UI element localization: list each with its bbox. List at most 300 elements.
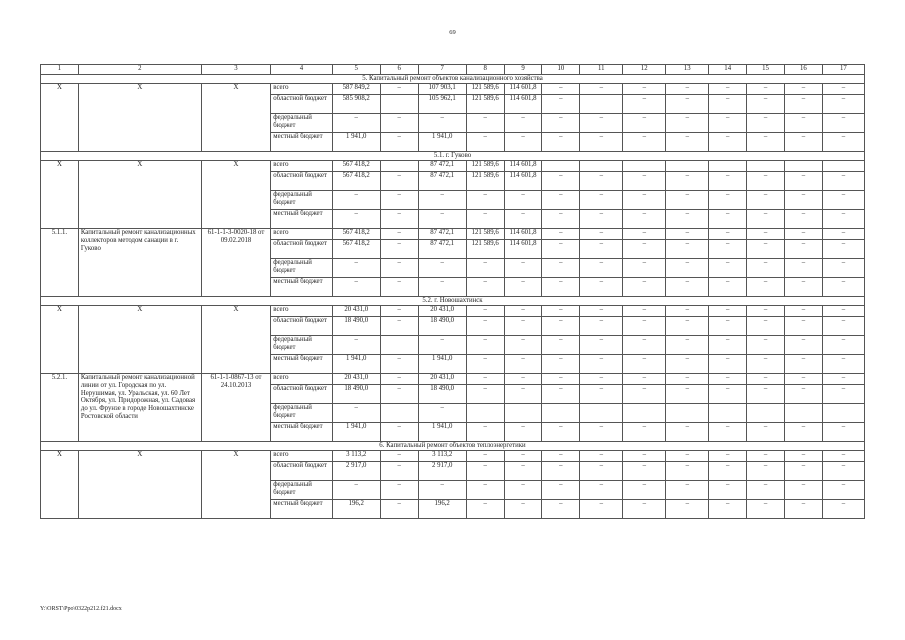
value-cell	[784, 404, 822, 423]
value-cell: –	[709, 95, 747, 114]
budget-source-label: федеральный бюджет	[271, 114, 332, 133]
value-cell: –	[466, 133, 504, 152]
section-title: 5.2. г. Новошахтинск	[41, 297, 865, 306]
value-cell: –	[666, 306, 709, 317]
value-cell: –	[709, 423, 747, 442]
value-cell: –	[466, 114, 504, 133]
value-cell: –	[504, 462, 542, 481]
value-cell: 567 418,2	[332, 229, 380, 240]
budget-source-label: федеральный бюджет	[271, 481, 332, 500]
value-cell: –	[709, 229, 747, 240]
value-cell: –	[747, 133, 785, 152]
value-cell: –	[822, 210, 864, 229]
value-cell: 20 431,0	[418, 306, 466, 317]
footer-file-path: Y:\ORST\Ppo\0322p212.f21.docx	[40, 606, 122, 612]
section-title: 6. Капитальный ремонт объектов теплоэнергетики	[41, 442, 865, 451]
value-cell: –	[747, 462, 785, 481]
budget-source-label: местный бюджет	[271, 355, 332, 374]
value-cell: –	[709, 133, 747, 152]
value-cell: –	[666, 462, 709, 481]
budget-source-label: областной бюджет	[271, 95, 332, 114]
value-cell: –	[580, 481, 623, 500]
value-cell: –	[623, 278, 666, 297]
value-cell: –	[380, 462, 418, 481]
value-cell: –	[784, 374, 822, 385]
value-cell: –	[747, 306, 785, 317]
value-cell: 2 917,0	[332, 462, 380, 481]
value-cell: –	[580, 385, 623, 404]
value-cell: –	[542, 355, 580, 374]
item-number: X	[41, 161, 79, 229]
value-cell: –	[466, 500, 504, 519]
column-number-cell: 4	[271, 65, 332, 75]
value-cell: 114 601,8	[504, 161, 542, 172]
value-cell: –	[504, 210, 542, 229]
value-cell: 1 941,0	[332, 133, 380, 152]
value-cell: –	[666, 259, 709, 278]
section-title-row	[41, 297, 865, 306]
budget-source-label: федеральный бюджет	[271, 404, 332, 423]
value-cell: –	[580, 210, 623, 229]
value-cell: –	[709, 500, 747, 519]
value-cell: –	[784, 385, 822, 404]
value-cell: 114 601,8	[504, 84, 542, 95]
value-cell: –	[822, 229, 864, 240]
value-cell: 3 113,2	[332, 451, 380, 462]
value-cell: –	[623, 462, 666, 481]
value-cell	[466, 404, 504, 423]
value-cell: –	[466, 306, 504, 317]
value-cell: –	[542, 481, 580, 500]
value-cell: –	[709, 191, 747, 210]
item-number: 5.2.1.	[41, 374, 79, 442]
value-cell	[666, 404, 709, 423]
value-cell: –	[418, 114, 466, 133]
value-cell: –	[542, 240, 580, 259]
value-cell: –	[784, 133, 822, 152]
value-cell: –	[666, 210, 709, 229]
value-cell	[380, 95, 418, 114]
column-number-cell: 7	[418, 65, 466, 75]
value-cell: –	[580, 317, 623, 336]
value-cell: –	[504, 278, 542, 297]
value-cell: –	[784, 210, 822, 229]
value-cell: –	[580, 423, 623, 442]
column-number-cell: 15	[747, 65, 785, 75]
value-cell: –	[747, 172, 785, 191]
value-cell: –	[747, 191, 785, 210]
value-cell: –	[580, 191, 623, 210]
value-cell: –	[542, 229, 580, 240]
section-title-row	[41, 75, 865, 84]
value-cell: 567 418,2	[332, 161, 380, 172]
value-cell: –	[504, 451, 542, 462]
item-number: X	[41, 451, 79, 519]
value-cell: –	[822, 259, 864, 278]
table-row	[41, 374, 865, 385]
value-cell: –	[709, 374, 747, 385]
value-cell: 3 113,2	[418, 451, 466, 462]
value-cell: –	[784, 229, 822, 240]
value-cell: 2 917,0	[418, 462, 466, 481]
value-cell: –	[542, 451, 580, 462]
value-cell	[822, 161, 864, 172]
value-cell: –	[466, 451, 504, 462]
budget-source-label: местный бюджет	[271, 278, 332, 297]
value-cell: 567 418,2	[332, 172, 380, 191]
value-cell: –	[418, 336, 466, 355]
budget-table	[40, 64, 865, 519]
value-cell: –	[542, 423, 580, 442]
value-cell: –	[623, 481, 666, 500]
value-cell: –	[709, 451, 747, 462]
value-cell	[666, 161, 709, 172]
value-cell: 20 431,0	[332, 306, 380, 317]
value-cell: 121 589,6	[466, 95, 504, 114]
value-cell: –	[822, 317, 864, 336]
value-cell: –	[747, 95, 785, 114]
value-cell: –	[709, 385, 747, 404]
item-name: Капитальный ремонт канализационной линии от ул. Городская по ул. Нерушимая, ул. Уральская, ул. 60 Лет Октября, ул. Придорожная, ул. Садовая до ул. Фрунзе в городе Новошахтинске Ростовской области	[78, 374, 201, 442]
value-cell: –	[784, 500, 822, 519]
column-number-cell: 3	[201, 65, 271, 75]
value-cell: 114 601,8	[504, 95, 542, 114]
value-cell	[504, 404, 542, 423]
item-name: X	[78, 161, 201, 229]
column-number-row	[41, 65, 865, 75]
value-cell: –	[504, 423, 542, 442]
value-cell: –	[623, 317, 666, 336]
value-cell	[709, 161, 747, 172]
value-cell: 87 472,1	[418, 161, 466, 172]
value-cell: 87 472,1	[418, 229, 466, 240]
item-name: Капитальный ремонт канализационных коллекторов методом санации в г. Гуково	[78, 229, 201, 297]
budget-source-label: областной бюджет	[271, 317, 332, 336]
value-cell: –	[623, 306, 666, 317]
value-cell: –	[822, 336, 864, 355]
value-cell: –	[542, 172, 580, 191]
table-row	[41, 306, 865, 317]
column-number-cell: 10	[542, 65, 580, 75]
value-cell: –	[542, 84, 580, 95]
value-cell: –	[580, 172, 623, 191]
value-cell: –	[466, 481, 504, 500]
value-cell: 121 589,6	[466, 240, 504, 259]
value-cell: –	[709, 355, 747, 374]
value-cell	[380, 161, 418, 172]
value-cell: –	[623, 451, 666, 462]
value-cell: –	[822, 481, 864, 500]
budget-source-label: всего	[271, 229, 332, 240]
value-cell: –	[747, 336, 785, 355]
value-cell: –	[709, 240, 747, 259]
column-number-cell: 1	[41, 65, 79, 75]
value-cell: –	[784, 84, 822, 95]
value-cell: 87 472,1	[418, 240, 466, 259]
value-cell: –	[623, 84, 666, 95]
value-cell: –	[332, 278, 380, 297]
table-row	[41, 84, 865, 95]
value-cell: 107 903,1	[418, 84, 466, 95]
value-cell: –	[418, 191, 466, 210]
value-cell: –	[380, 210, 418, 229]
value-cell: –	[580, 84, 623, 95]
value-cell: –	[380, 374, 418, 385]
value-cell: –	[623, 210, 666, 229]
value-cell: –	[623, 336, 666, 355]
value-cell: 114 601,8	[504, 229, 542, 240]
item-document: 61-1-1-0867-13 от 24.10.2013	[201, 374, 271, 442]
value-cell: –	[623, 385, 666, 404]
value-cell: –	[747, 114, 785, 133]
section-title: 5.1. г. Гуково	[41, 152, 865, 161]
item-document: 61-1-1-3-0020-18 от 09.02.2018	[201, 229, 271, 297]
value-cell: –	[580, 278, 623, 297]
section-title-row	[41, 442, 865, 451]
value-cell: –	[504, 336, 542, 355]
budget-source-label: местный бюджет	[271, 133, 332, 152]
value-cell: –	[504, 500, 542, 519]
item-document: X	[201, 306, 271, 374]
value-cell: –	[380, 481, 418, 500]
value-cell: –	[784, 191, 822, 210]
value-cell: –	[542, 133, 580, 152]
value-cell: –	[504, 133, 542, 152]
value-cell: –	[542, 317, 580, 336]
value-cell: –	[623, 240, 666, 259]
value-cell: –	[709, 306, 747, 317]
value-cell: –	[580, 500, 623, 519]
value-cell: –	[332, 336, 380, 355]
value-cell: –	[332, 210, 380, 229]
value-cell: –	[380, 259, 418, 278]
value-cell: –	[504, 114, 542, 133]
value-cell: –	[380, 423, 418, 442]
value-cell: –	[380, 84, 418, 95]
value-cell: –	[332, 191, 380, 210]
column-number-cell: 13	[666, 65, 709, 75]
column-number-cell: 17	[822, 65, 864, 75]
value-cell: –	[623, 423, 666, 442]
value-cell: –	[709, 84, 747, 95]
value-cell: –	[747, 355, 785, 374]
value-cell: 587 849,2	[332, 84, 380, 95]
value-cell: –	[466, 317, 504, 336]
value-cell	[623, 161, 666, 172]
value-cell: –	[666, 84, 709, 95]
value-cell: –	[822, 451, 864, 462]
value-cell: –	[542, 191, 580, 210]
value-cell: 567 418,2	[332, 240, 380, 259]
value-cell: –	[666, 317, 709, 336]
value-cell: 18 490,0	[418, 385, 466, 404]
value-cell: 585 908,2	[332, 95, 380, 114]
budget-source-label: федеральный бюджет	[271, 336, 332, 355]
item-number: X	[41, 306, 79, 374]
budget-source-label: всего	[271, 84, 332, 95]
value-cell: –	[784, 278, 822, 297]
value-cell: –	[504, 385, 542, 404]
value-cell: –	[666, 451, 709, 462]
value-cell: 114 601,8	[504, 240, 542, 259]
value-cell: –	[822, 133, 864, 152]
value-cell: –	[709, 481, 747, 500]
value-cell: –	[709, 336, 747, 355]
value-cell: –	[332, 259, 380, 278]
value-cell: –	[580, 306, 623, 317]
value-cell: –	[623, 191, 666, 210]
value-cell: 196,2	[332, 500, 380, 519]
value-cell: –	[822, 385, 864, 404]
value-cell: 114 601,8	[504, 172, 542, 191]
value-cell: 1 941,0	[418, 355, 466, 374]
value-cell: –	[542, 114, 580, 133]
column-number-cell: 8	[466, 65, 504, 75]
value-cell: –	[580, 355, 623, 374]
column-number-cell: 14	[709, 65, 747, 75]
value-cell: –	[666, 114, 709, 133]
value-cell: –	[784, 259, 822, 278]
value-cell: –	[380, 385, 418, 404]
budget-source-label: местный бюджет	[271, 210, 332, 229]
value-cell: –	[580, 336, 623, 355]
budget-source-label: областной бюджет	[271, 385, 332, 404]
value-cell: –	[623, 259, 666, 278]
value-cell: –	[380, 114, 418, 133]
value-cell: –	[709, 259, 747, 278]
value-cell: –	[380, 172, 418, 191]
value-cell: –	[380, 278, 418, 297]
value-cell: –	[784, 451, 822, 462]
value-cell: –	[466, 423, 504, 442]
value-cell: –	[666, 355, 709, 374]
value-cell: –	[542, 462, 580, 481]
value-cell: 87 472,1	[418, 172, 466, 191]
value-cell: –	[380, 451, 418, 462]
value-cell: –	[747, 210, 785, 229]
budget-source-label: федеральный бюджет	[271, 259, 332, 278]
value-cell: –	[580, 229, 623, 240]
value-cell: –	[380, 306, 418, 317]
value-cell: 121 589,6	[466, 161, 504, 172]
value-cell	[822, 404, 864, 423]
value-cell	[784, 161, 822, 172]
value-cell	[580, 404, 623, 423]
value-cell	[542, 161, 580, 172]
value-cell	[580, 161, 623, 172]
value-cell: –	[709, 462, 747, 481]
item-document: X	[201, 451, 271, 519]
value-cell: –	[580, 462, 623, 481]
value-cell: –	[747, 374, 785, 385]
value-cell: –	[784, 172, 822, 191]
value-cell	[580, 95, 623, 114]
value-cell: –	[466, 191, 504, 210]
value-cell: –	[418, 404, 466, 423]
value-cell: –	[542, 500, 580, 519]
value-cell: 1 941,0	[418, 133, 466, 152]
value-cell: –	[504, 191, 542, 210]
value-cell: –	[542, 374, 580, 385]
value-cell: –	[623, 355, 666, 374]
value-cell	[709, 404, 747, 423]
value-cell: –	[466, 278, 504, 297]
budget-source-label: всего	[271, 374, 332, 385]
value-cell: –	[822, 355, 864, 374]
value-cell: 20 431,0	[418, 374, 466, 385]
value-cell: –	[747, 500, 785, 519]
value-cell: –	[784, 240, 822, 259]
value-cell: –	[332, 404, 380, 423]
value-cell: 121 589,6	[466, 172, 504, 191]
table-row	[41, 229, 865, 240]
value-cell: –	[709, 278, 747, 297]
budget-source-label: местный бюджет	[271, 500, 332, 519]
value-cell	[380, 336, 418, 355]
value-cell: –	[784, 336, 822, 355]
value-cell: –	[747, 229, 785, 240]
value-cell: –	[666, 423, 709, 442]
column-number-cell: 6	[380, 65, 418, 75]
value-cell: –	[822, 500, 864, 519]
value-cell: –	[784, 462, 822, 481]
value-cell: –	[822, 191, 864, 210]
value-cell: –	[504, 317, 542, 336]
value-cell: –	[784, 317, 822, 336]
value-cell: –	[466, 385, 504, 404]
budget-source-label: областной бюджет	[271, 172, 332, 191]
value-cell: –	[466, 210, 504, 229]
value-cell: –	[380, 317, 418, 336]
value-cell: –	[666, 240, 709, 259]
column-number-cell: 2	[78, 65, 201, 75]
value-cell: –	[822, 240, 864, 259]
column-number-cell: 12	[623, 65, 666, 75]
value-cell	[747, 404, 785, 423]
value-cell: –	[822, 374, 864, 385]
column-number-cell: 5	[332, 65, 380, 75]
value-cell: –	[666, 95, 709, 114]
item-number: 5.1.1.	[41, 229, 79, 297]
value-cell	[623, 404, 666, 423]
value-cell: –	[466, 462, 504, 481]
value-cell: –	[466, 259, 504, 278]
value-cell: –	[822, 84, 864, 95]
value-cell: –	[666, 336, 709, 355]
section-title-row	[41, 152, 865, 161]
value-cell: –	[747, 451, 785, 462]
value-cell: –	[623, 114, 666, 133]
value-cell: –	[580, 259, 623, 278]
budget-source-label: федеральный бюджет	[271, 191, 332, 210]
value-cell: 20 431,0	[332, 374, 380, 385]
value-cell: –	[332, 481, 380, 500]
value-cell: –	[666, 229, 709, 240]
value-cell: –	[380, 500, 418, 519]
value-cell: –	[580, 451, 623, 462]
item-name: X	[78, 306, 201, 374]
item-document: X	[201, 84, 271, 152]
value-cell: –	[580, 240, 623, 259]
value-cell: –	[784, 114, 822, 133]
value-cell: –	[418, 481, 466, 500]
budget-source-label: областной бюджет	[271, 462, 332, 481]
value-cell: –	[504, 259, 542, 278]
value-cell: –	[542, 278, 580, 297]
value-cell: –	[542, 210, 580, 229]
value-cell: –	[784, 481, 822, 500]
value-cell: –	[580, 133, 623, 152]
